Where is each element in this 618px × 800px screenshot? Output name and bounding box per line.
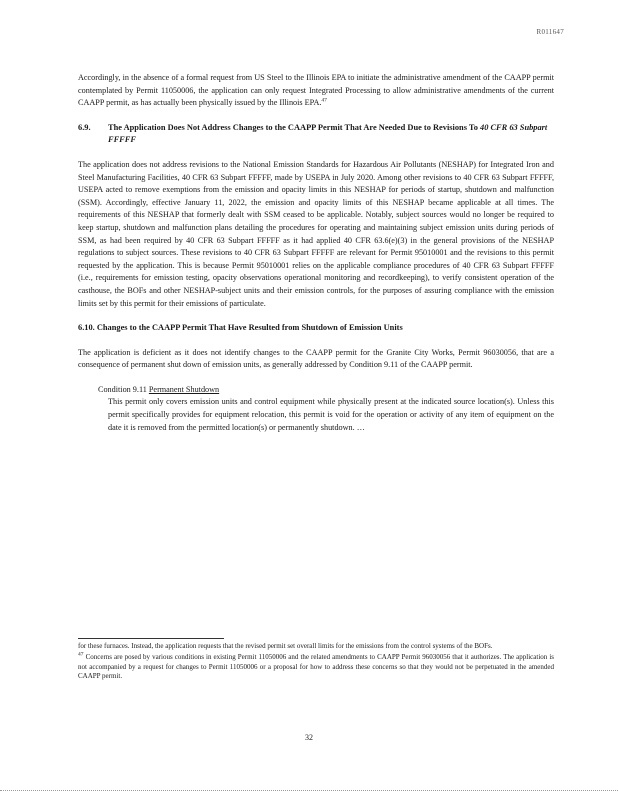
document-id: R011647 xyxy=(536,28,564,36)
footnote-47-marker: 47 xyxy=(78,651,84,658)
footnote-47 xyxy=(78,653,554,682)
footnote-separator xyxy=(78,638,224,639)
condition-title: Permanent Shutdown xyxy=(148,384,220,394)
section-6-10-heading xyxy=(78,322,554,335)
page-number: 32 xyxy=(305,733,313,742)
section-6-9-number: 6.9. xyxy=(78,122,91,132)
page-content xyxy=(78,72,554,434)
condition-quote xyxy=(98,384,554,434)
footnote-47-text: Concerns are posed by various conditions in existing Permit 11050006 and the related amendments to CAAPP Permit 96030056 that it authorizes. The application is not accompanied by a request for changes to Permit 11050006 or a proposal for how to address these concerns so that they would not be perpetuated in the amended CAAPP permit. xyxy=(78,652,554,681)
section-6-9-title-regulation: 40 CFR 63 Subpart FFFFF xyxy=(108,122,548,145)
condition-number: Condition 9.11 xyxy=(98,384,147,394)
bottom-scan-edge xyxy=(0,790,618,791)
section-6-10-body: The application is deficient as it does not identify changes to the CAAPP permit for the Granite City Works, Permit 96030056, that are a consequence of permanent shut down of emission units, as generally addressed by Condition 9.11 of the CAAPP permit. xyxy=(78,347,554,370)
section-6-9-title: The Application Does Not Address Changes to the CAAPP Permit That Are Needed Due to Revisions To xyxy=(108,122,478,132)
condition-label xyxy=(98,384,554,397)
intro-paragraph xyxy=(78,72,554,110)
condition-text: This permit only covers emission units and control equipment while physically present at the indicated source location(s). Unless this permit specifically provides for equipment relocation, this permit is void for the operation or activity of any item of equipment on the date it is removed from the permitted location(s) or permanently shutdown. … xyxy=(108,397,554,432)
section-6-10-title: Changes to the CAAPP Permit That Have Resulted from Shutdown of Emission Units xyxy=(96,323,403,333)
section-6-9-body: The application does not address revisions to the National Emission Standards for Hazardous Air Pollutants (NESHAP) for Integrated Iron and Steel Manufacturing Facilities, 40 CFR 63 Subpart FFFFF, made by USEPA in July 2020. Among other revisions to 40 CFR 63 Subpart FFFFF, USEPA acted to remove exemptions from the emission and opacity limits in this NESHAP for periods of startup, shutdown and malfunction (SSM). Accordingly, effective January 11, 2022, the emission and opacity limits of this NESHAP became applicable at all times. The requirements of this NESHAP that formerly dealt with SSM ceased to be applicable. Notably, subject sources would no longer be required to keep startup, shutdown and malfunction plans detailing the procedures for operating and maintaining subject emission units during periods of SSM, as had been required by 40 CFR 63 Subpart FFFFF as it had applied 40 CFR 63.6(e)(3) in the general provisions of the NESHAP regulations to subject sources. These revisions to 40 CFR 63 Subpart FFFFF are relevant for Permit 95010001 and the revisions to this permit requested by the application. This is because Permit 95010001 relies on the applicable compliance procedures of 40 CFR 63 Subpart FFFFF (i.e., requirements for emission testing, opacity observations operational monitoring and recordkeeping), to verify consistent operation of the casthouse, the BOFs and other NESHAP-subject units and their emission controls, for the purposes of assuring compliance with the emission limits set by this permit for their emissions of particulate. xyxy=(78,159,554,308)
intro-paragraph-text: Accordingly, in the absence of a formal request from US Steel to the Illinois EPA to initiate the administrative amendment of the CAAPP permit contemplated by Permit 11050006, the application can only request Integrated Processing to allow administrative amendments of the current CAAPP permit, as has actually been physically issued by the Illinois EPA. xyxy=(78,73,554,108)
section-6-9-heading xyxy=(78,122,554,147)
footnote-continuation: for these furnaces. Instead, the application requests that the revised permit set overall limits for the emissions from the control systems of the BOFs. xyxy=(78,642,493,650)
footnote-ref-47: 47 xyxy=(321,97,327,104)
section-6-10-number: 6.10. xyxy=(78,323,95,333)
footnotes xyxy=(78,642,554,683)
